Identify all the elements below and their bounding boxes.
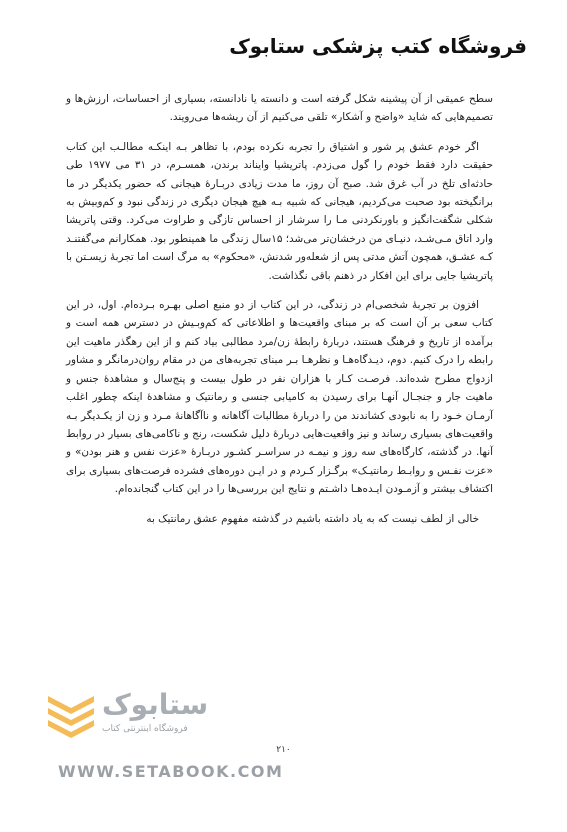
page-title: فروشگاه کتب پزشکی ستابوک bbox=[229, 34, 527, 58]
page-number: ۲۱۰ bbox=[276, 745, 291, 755]
book-stack-logo-icon bbox=[44, 686, 98, 742]
paragraph-1: سطح عمیقی از آن پیشینه شکل گرفته است و دانسته یا نادانسته، بسیاری از احساسات، ارزش‌ها و تصمیم‌هایی که شاید «واضح و آشکار» تلقی می‌کنیم از آن ریشه‌ها می‌رویند. bbox=[66, 93, 493, 124]
page-body bbox=[66, 90, 493, 539]
paragraph-4: خالی از لطف نیست که به یاد داشته باشیم در گذشته مفهوم عشق رمانتیک به bbox=[146, 512, 479, 525]
watermark-subtitle: فروشگاه اینترنتی کتاب bbox=[102, 724, 188, 734]
watermark-url: WWW.SETABOOK.COM bbox=[58, 762, 284, 781]
paragraph-3: افزون بر تجربهٔ شخصی‌ام در زندگی، در این کتاب از دو منبع اصلی بهـره بـرده‌ام. اول، در این کتاب سعی بر آن است که بر مبنای واقعیت‌ها و اطلاعاتی که کم‌وبـیش در دسترس همه است و برآمده از تاریخ و فرهنگ هستند، دربارهٔ رابطهٔ زن/مرد مطالبی بیاد کنم و از این رهگذر ماهیت این رابطه را درک کنیم. دوم، دیـدگاه‌هـا و نظرهـا بـر مبنای تجربه‌های من در مقام روان‌درمانگر و مشاور ازدواج مطرح شده‌اند. فرصـت کـار با هزاران نفر در طول بیست و پنج‌سال و مشاهدهٔ جنس و ماهیت جار و جنجـال آنهـا برای رسیدن به کامیابی جنسی و رمانتیک و مشاهدهٔ اینکه چطور اغلب آرمـان خـود را به نابودی کشاندند من را دربارهٔ مطالبات آگاهانه و ناآگاهانهٔ مـرد و زن از یکـدیگر بـه واقعیت‌های بسیاری رساند و نیز واقعیت‌هایی دربارهٔ دلیل شکست، رنج و ناکامی‌های بسیار در روابط آنها. در گذشته، کارگاه‌های سه روز و نیمـه در سراسـر کشـور دربـارهٔ «عزت نفس و هنر بودن» و «عزت نفـس و روابـط رمانتیـک» برگـزار کـردم و در ایـن دوره‌های فشرده فرصت‌های بسیاری برای اکتشاف بیشتر و آزمـودن ایـده‌هـا داشـتم و نتایج این بررسی‌ها را در این کتاب گنجانده‌ام. bbox=[66, 299, 493, 496]
paragraph-2: اگر خودم عشق پر شور و اشتیاق را تجربه نکرده بودم، با تظاهر بـه اینکـه مطالـب این کتاب حقیقت دارد فقط خودم را گول می‌زدم. پاتریشیا وایناند برندن، همسـرم، در ۳۱ می ۱۹۷۷ طی حادثه‌ای تلخ در آب غرق شد. صبح آن روز، ما مدت زیادی دربـارهٔ هیجانی که حضور یکدیگر در ما برانگیخته بود صحبت می‌کردیم، هیجانی که شبیه بـه هیچ هیجان دیگری در زندگی نبود و کم‌وبیش به شکلی شگفت‌انگیز و باورنکردنی مـا را سرشار از احساس تازگی و طراوت می‌کرد. وقتی پاتریشا وارد اتاق مـی‌شـد، دنیـای من درخشان‌تر می‌شد؛ ۱۵سال زندگی ما همینطور بود. همکارانم می‌گفتنـد کـه عشـق، همچون آتش مدتی پس از شعله‌ور شدنش، «محکوم» به مرگ است اما تجربهٔ زیسـتن با پاتریشیا جایی برای این افکار در ذهنم باقی نگذاشت. bbox=[66, 140, 494, 282]
watermark-brand: ستابوک bbox=[102, 688, 209, 721]
